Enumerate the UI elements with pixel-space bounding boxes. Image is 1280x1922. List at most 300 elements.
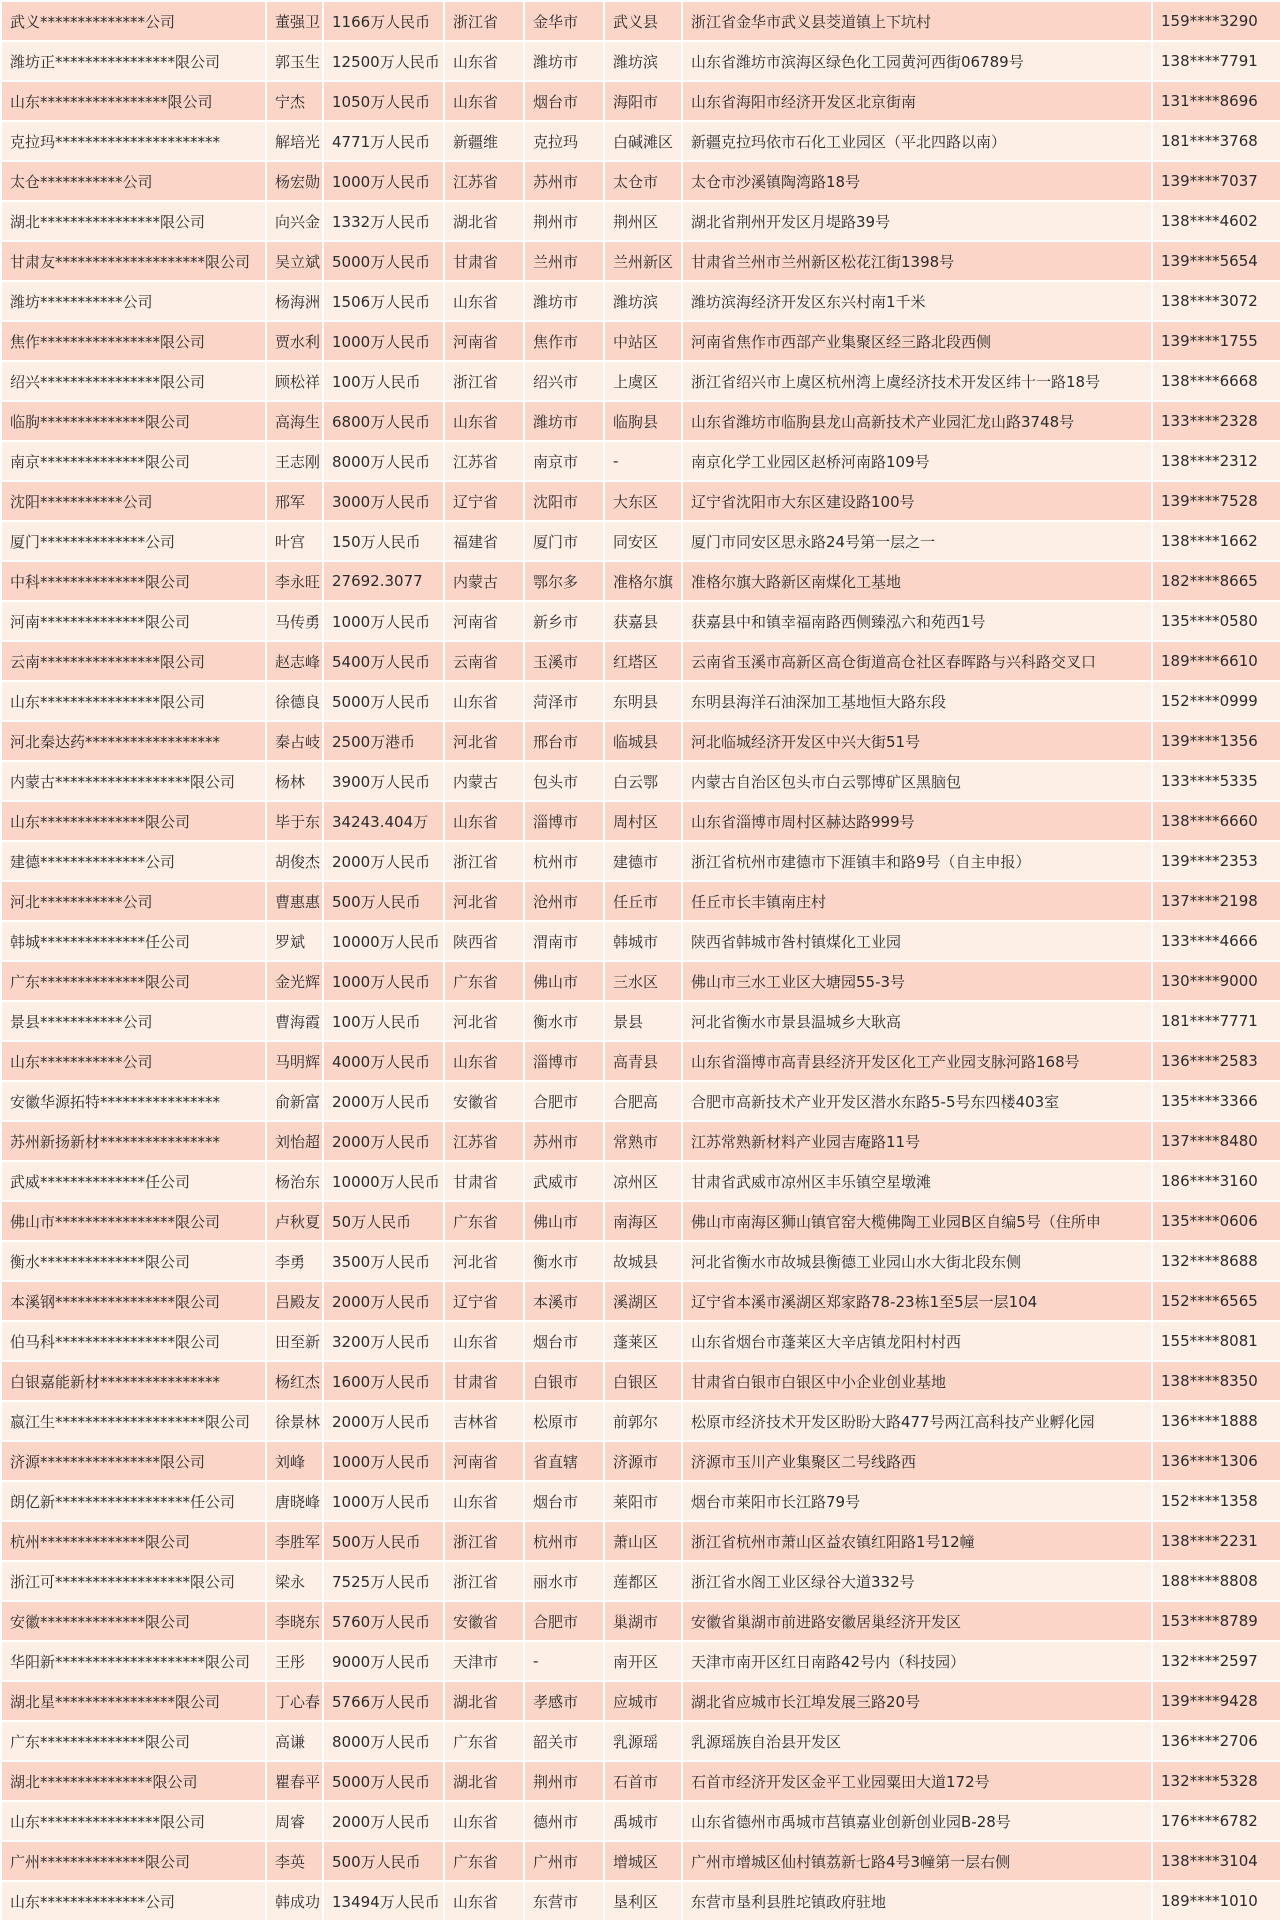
registered-capital-cell: 1000万人民币 <box>323 601 444 641</box>
company-name-cell: 朗亿新******************任公司 <box>1 1481 266 1521</box>
table-row <box>1 881 1280 921</box>
table-row <box>1 1401 1280 1441</box>
city-cell: 淄博市 <box>524 801 604 841</box>
address-cell: 获嘉县中和镇幸福南路西侧臻泓六和苑西1号 <box>682 601 1152 641</box>
phone-cell: 182****8665 <box>1152 561 1280 601</box>
city-cell: 韶关市 <box>524 1721 604 1761</box>
phone-cell: 155****8081 <box>1152 1321 1280 1361</box>
company-name-cell: 山东**************限公司 <box>1 801 266 841</box>
legal-person-cell: 杨红杰 <box>266 1361 323 1401</box>
registered-capital-cell: 500万人民币 <box>323 1521 444 1561</box>
address-cell: 辽宁省本溪市溪湖区郑家路78-23栋1至5层一层104 <box>682 1281 1152 1321</box>
table-row <box>1 1601 1280 1641</box>
phone-cell: 133****4666 <box>1152 921 1280 961</box>
company-name-cell: 华阳新********************限公司 <box>1 1641 266 1681</box>
registered-capital-cell: 500万人民币 <box>323 881 444 921</box>
phone-cell: 186****3160 <box>1152 1161 1280 1201</box>
legal-person-cell: 秦占岐 <box>266 721 323 761</box>
district-cell: 建德市 <box>604 841 682 881</box>
phone-cell: 159****3290 <box>1152 1 1280 41</box>
table-row <box>1 81 1280 121</box>
registered-capital-cell: 1000万人民币 <box>323 321 444 361</box>
province-cell: 吉林省 <box>444 1401 524 1441</box>
phone-cell: 139****7037 <box>1152 161 1280 201</box>
table-row <box>1 1881 1280 1921</box>
address-cell: 山东省潍坊市滨海区绿色化工园黄河西街06789号 <box>682 41 1152 81</box>
company-name-cell: 山东****************限公司 <box>1 681 266 721</box>
address-cell: 新疆克拉玛依市石化工业园区（平北四路以南） <box>682 121 1152 161</box>
registered-capital-cell: 2000万人民币 <box>323 1801 444 1841</box>
legal-person-cell: 瞿春平 <box>266 1761 323 1801</box>
legal-person-cell: 韩成功 <box>266 1881 323 1921</box>
table-row <box>1 721 1280 761</box>
legal-person-cell: 金光辉 <box>266 961 323 1001</box>
legal-person-cell: 周睿 <box>266 1801 323 1841</box>
district-cell: 合肥高 <box>604 1081 682 1121</box>
address-cell: 湖北省应城市长江埠发展三路20号 <box>682 1681 1152 1721</box>
table-row <box>1 1721 1280 1761</box>
district-cell: 莱阳市 <box>604 1481 682 1521</box>
company-name-cell: 广州**************限公司 <box>1 1841 266 1881</box>
address-cell: 河北省衡水市景县温城乡大耿高 <box>682 1001 1152 1041</box>
district-cell: 莲都区 <box>604 1561 682 1601</box>
legal-person-cell: 李永旺 <box>266 561 323 601</box>
table-row <box>1 521 1280 561</box>
registered-capital-cell: 1050万人民币 <box>323 81 444 121</box>
district-cell: 南海区 <box>604 1201 682 1241</box>
address-cell: 佛山市三水工业区大塘园55-3号 <box>682 961 1152 1001</box>
province-cell: 云南省 <box>444 641 524 681</box>
province-cell: 河北省 <box>444 1241 524 1281</box>
table-row <box>1 1521 1280 1561</box>
city-cell: 包头市 <box>524 761 604 801</box>
phone-cell: 152****1358 <box>1152 1481 1280 1521</box>
company-name-cell: 苏州新扬新材**************** <box>1 1121 266 1161</box>
registered-capital-cell: 500万人民币 <box>323 1841 444 1881</box>
company-name-cell: 山东*****************限公司 <box>1 81 266 121</box>
legal-person-cell: 王彤 <box>266 1641 323 1681</box>
company-name-cell: 湖北***************限公司 <box>1 1761 266 1801</box>
table-row <box>1 1321 1280 1361</box>
registered-capital-cell: 3000万人民币 <box>323 481 444 521</box>
address-cell: 南京化学工业园区赵桥河南路109号 <box>682 441 1152 481</box>
province-cell: 山东省 <box>444 1041 524 1081</box>
province-cell: 山东省 <box>444 81 524 121</box>
address-cell: 陕西省韩城市昝村镇煤化工业园 <box>682 921 1152 961</box>
company-name-cell: 浙江可******************限公司 <box>1 1561 266 1601</box>
province-cell: 浙江省 <box>444 361 524 401</box>
legal-person-cell: 解培光 <box>266 121 323 161</box>
phone-cell: 138****2231 <box>1152 1521 1280 1561</box>
district-cell: 常熟市 <box>604 1121 682 1161</box>
company-name-cell: 潍坊正****************限公司 <box>1 41 266 81</box>
district-cell: 乳源瑶 <box>604 1721 682 1761</box>
city-cell: 白银市 <box>524 1361 604 1401</box>
company-name-cell: 建德**************公司 <box>1 841 266 881</box>
province-cell: 甘肃省 <box>444 241 524 281</box>
district-cell: 获嘉县 <box>604 601 682 641</box>
district-cell: 景县 <box>604 1001 682 1041</box>
table-row <box>1 1441 1280 1481</box>
table-row <box>1 1281 1280 1321</box>
legal-person-cell: 高谦 <box>266 1721 323 1761</box>
legal-person-cell: 丁心春 <box>266 1681 323 1721</box>
company-name-cell: 山东****************限公司 <box>1 1801 266 1841</box>
city-cell: 潍坊市 <box>524 281 604 321</box>
district-cell: 白云鄂 <box>604 761 682 801</box>
city-cell: 佛山市 <box>524 961 604 1001</box>
district-cell: 巢湖市 <box>604 1601 682 1641</box>
city-cell: 合肥市 <box>524 1081 604 1121</box>
company-name-cell: 杭州**************限公司 <box>1 1521 266 1561</box>
registered-capital-cell: 9000万人民币 <box>323 1641 444 1681</box>
legal-person-cell: 曹惠惠 <box>266 881 323 921</box>
city-cell: 玉溪市 <box>524 641 604 681</box>
address-cell: 辽宁省沈阳市大东区建设路100号 <box>682 481 1152 521</box>
registered-capital-cell: 2000万人民币 <box>323 1121 444 1161</box>
company-name-cell: 河北秦达药****************** <box>1 721 266 761</box>
district-cell: - <box>604 441 682 481</box>
province-cell: 广东省 <box>444 961 524 1001</box>
company-name-cell: 韩城**************任公司 <box>1 921 266 961</box>
table-row <box>1 921 1280 961</box>
legal-person-cell: 马传勇 <box>266 601 323 641</box>
phone-cell: 138****6668 <box>1152 361 1280 401</box>
company-name-cell: 河北***********公司 <box>1 881 266 921</box>
province-cell: 浙江省 <box>444 841 524 881</box>
city-cell: 潍坊市 <box>524 401 604 441</box>
district-cell: 高青县 <box>604 1041 682 1081</box>
city-cell: 兰州市 <box>524 241 604 281</box>
province-cell: 河北省 <box>444 721 524 761</box>
address-cell: 山东省德州市禹城市莒镇嘉业创新创业园B-28号 <box>682 1801 1152 1841</box>
phone-cell: 137****2198 <box>1152 881 1280 921</box>
phone-cell: 138****3072 <box>1152 281 1280 321</box>
phone-cell: 176****6782 <box>1152 1801 1280 1841</box>
legal-person-cell: 田至新 <box>266 1321 323 1361</box>
table-row <box>1 1641 1280 1681</box>
province-cell: 山东省 <box>444 281 524 321</box>
phone-cell: 139****1356 <box>1152 721 1280 761</box>
registered-capital-cell: 27692.3077 <box>323 561 444 601</box>
city-cell: 苏州市 <box>524 161 604 201</box>
address-cell: 河北临城经济开发区中兴大街51号 <box>682 721 1152 761</box>
phone-cell: 189****6610 <box>1152 641 1280 681</box>
city-cell: 本溪市 <box>524 1281 604 1321</box>
district-cell: 准格尔旗 <box>604 561 682 601</box>
city-cell: 丽水市 <box>524 1561 604 1601</box>
phone-cell: 132****2597 <box>1152 1641 1280 1681</box>
province-cell: 山东省 <box>444 801 524 841</box>
table-row <box>1 1081 1280 1121</box>
city-cell: 新乡市 <box>524 601 604 641</box>
registered-capital-cell: 2000万人民币 <box>323 1281 444 1321</box>
phone-cell: 135****0606 <box>1152 1201 1280 1241</box>
registered-capital-cell: 1000万人民币 <box>323 161 444 201</box>
company-name-cell: 南京**************限公司 <box>1 441 266 481</box>
phone-cell: 153****8789 <box>1152 1601 1280 1641</box>
city-cell: 渭南市 <box>524 921 604 961</box>
registered-capital-cell: 2000万人民币 <box>323 841 444 881</box>
legal-person-cell: 徐德良 <box>266 681 323 721</box>
district-cell: 白碱滩区 <box>604 121 682 161</box>
registered-capital-cell: 8000万人民币 <box>323 1721 444 1761</box>
table-row <box>1 1001 1280 1041</box>
city-cell: 绍兴市 <box>524 361 604 401</box>
registered-capital-cell: 5766万人民币 <box>323 1681 444 1721</box>
registered-capital-cell: 7525万人民币 <box>323 1561 444 1601</box>
phone-cell: 133****2328 <box>1152 401 1280 441</box>
legal-person-cell: 刘怡超 <box>266 1121 323 1161</box>
legal-person-cell: 董强卫 <box>266 1 323 41</box>
registered-capital-cell: 5000万人民币 <box>323 1761 444 1801</box>
table-row <box>1 201 1280 241</box>
table-row <box>1 1161 1280 1201</box>
city-cell: 沈阳市 <box>524 481 604 521</box>
legal-person-cell: 顾松祥 <box>266 361 323 401</box>
address-cell: 东营市垦利县胜坨镇政府驻地 <box>682 1881 1152 1921</box>
city-cell: 德州市 <box>524 1801 604 1841</box>
company-name-cell: 安徽**************限公司 <box>1 1601 266 1641</box>
registered-capital-cell: 1000万人民币 <box>323 961 444 1001</box>
address-cell: 甘肃省兰州市兰州新区松花江街1398号 <box>682 241 1152 281</box>
phone-cell: 136****1306 <box>1152 1441 1280 1481</box>
city-cell: 烟台市 <box>524 1481 604 1521</box>
registered-capital-cell: 150万人民币 <box>323 521 444 561</box>
registered-capital-cell: 2000万人民币 <box>323 1081 444 1121</box>
address-cell: 山东省烟台市蓬莱区大辛店镇龙阳村村西 <box>682 1321 1152 1361</box>
phone-cell: 139****7528 <box>1152 481 1280 521</box>
table-row <box>1 441 1280 481</box>
registered-capital-cell: 6800万人民币 <box>323 401 444 441</box>
city-cell: 沧州市 <box>524 881 604 921</box>
address-cell: 任丘市长丰镇南庄村 <box>682 881 1152 921</box>
company-name-cell: 云南****************限公司 <box>1 641 266 681</box>
table-row <box>1 1761 1280 1801</box>
legal-person-cell: 马明辉 <box>266 1041 323 1081</box>
legal-person-cell: 徐景林 <box>266 1401 323 1441</box>
registered-capital-cell: 3500万人民币 <box>323 1241 444 1281</box>
district-cell: 中站区 <box>604 321 682 361</box>
city-cell: 克拉玛 <box>524 121 604 161</box>
city-cell: 杭州市 <box>524 841 604 881</box>
table-row <box>1 1121 1280 1161</box>
company-name-cell: 太仓***********公司 <box>1 161 266 201</box>
district-cell: 周村区 <box>604 801 682 841</box>
phone-cell: 138****6660 <box>1152 801 1280 841</box>
province-cell: 广东省 <box>444 1841 524 1881</box>
legal-person-cell: 王志刚 <box>266 441 323 481</box>
address-cell: 松原市经济技术开发区盼盼大路477号两江高科技产业孵化园 <box>682 1401 1152 1441</box>
table-row <box>1 1841 1280 1881</box>
table-row <box>1 481 1280 521</box>
registered-capital-cell: 1332万人民币 <box>323 201 444 241</box>
district-cell: 石首市 <box>604 1761 682 1801</box>
registered-capital-cell: 4000万人民币 <box>323 1041 444 1081</box>
city-cell: 焦作市 <box>524 321 604 361</box>
table-row <box>1 161 1280 201</box>
address-cell: 浙江省杭州市萧山区益农镇红阳路1号12幢 <box>682 1521 1152 1561</box>
district-cell: 应城市 <box>604 1681 682 1721</box>
company-name-cell: 绍兴****************限公司 <box>1 361 266 401</box>
company-name-cell: 临朐**************限公司 <box>1 401 266 441</box>
province-cell: 山东省 <box>444 1881 524 1921</box>
phone-cell: 133****5335 <box>1152 761 1280 801</box>
company-name-cell: 山东**************公司 <box>1 1881 266 1921</box>
city-cell: 菏泽市 <box>524 681 604 721</box>
address-cell: 潍坊滨海经济开发区东兴村南1千米 <box>682 281 1152 321</box>
registered-capital-cell: 50万人民币 <box>323 1201 444 1241</box>
city-cell: 苏州市 <box>524 1121 604 1161</box>
legal-person-cell: 叶宫 <box>266 521 323 561</box>
legal-person-cell: 卢秋夏 <box>266 1201 323 1241</box>
address-cell: 浙江省绍兴市上虞区杭州湾上虞经济技术开发区纬十一路18号 <box>682 361 1152 401</box>
table-row <box>1 401 1280 441</box>
company-name-cell: 克拉玛********************** <box>1 121 266 161</box>
address-cell: 石首市经济开发区金平工业园粟田大道172号 <box>682 1761 1152 1801</box>
table-row <box>1 1801 1280 1841</box>
table-row <box>1 321 1280 361</box>
district-cell: 凉州区 <box>604 1161 682 1201</box>
province-cell: 山东省 <box>444 681 524 721</box>
registered-capital-cell: 5760万人民币 <box>323 1601 444 1641</box>
province-cell: 湖北省 <box>444 201 524 241</box>
province-cell: 江苏省 <box>444 161 524 201</box>
district-cell: 兰州新区 <box>604 241 682 281</box>
table-row <box>1 1041 1280 1081</box>
district-cell: 上虞区 <box>604 361 682 401</box>
registered-capital-cell: 10000万人民币 <box>323 1161 444 1201</box>
table-row <box>1 241 1280 281</box>
legal-person-cell: 唐晓峰 <box>266 1481 323 1521</box>
table-row <box>1 641 1280 681</box>
table-row <box>1 841 1280 881</box>
city-cell: 省直辖 <box>524 1441 604 1481</box>
province-cell: 新疆维 <box>444 121 524 161</box>
legal-person-cell: 俞新富 <box>266 1081 323 1121</box>
phone-cell: 139****1755 <box>1152 321 1280 361</box>
registered-capital-cell: 2500万港币 <box>323 721 444 761</box>
registered-capital-cell: 1000万人民币 <box>323 1441 444 1481</box>
table-row <box>1 961 1280 1001</box>
legal-person-cell: 胡俊杰 <box>266 841 323 881</box>
phone-cell: 135****3366 <box>1152 1081 1280 1121</box>
district-cell: 蓬莱区 <box>604 1321 682 1361</box>
province-cell: 江苏省 <box>444 1121 524 1161</box>
province-cell: 辽宁省 <box>444 1281 524 1321</box>
province-cell: 湖北省 <box>444 1681 524 1721</box>
address-cell: 东明县海洋石油深加工基地恒大路东段 <box>682 681 1152 721</box>
phone-cell: 139****9428 <box>1152 1681 1280 1721</box>
city-cell: 邢台市 <box>524 721 604 761</box>
registered-capital-cell: 13494万人民币 <box>323 1881 444 1921</box>
legal-person-cell: 梁永 <box>266 1561 323 1601</box>
legal-person-cell: 李胜军 <box>266 1521 323 1561</box>
district-cell: 济源市 <box>604 1441 682 1481</box>
address-cell: 浙江省杭州市建德市下涯镇丰和路9号（自主申报） <box>682 841 1152 881</box>
table-row <box>1 1241 1280 1281</box>
legal-person-cell: 吴立斌 <box>266 241 323 281</box>
company-name-cell: 嬴江生********************限公司 <box>1 1401 266 1441</box>
province-cell: 天津市 <box>444 1641 524 1681</box>
address-cell: 河南省焦作市西部产业集聚区经三路北段西侧 <box>682 321 1152 361</box>
phone-cell: 138****4602 <box>1152 201 1280 241</box>
company-name-cell: 焦作****************限公司 <box>1 321 266 361</box>
province-cell: 内蒙古 <box>444 561 524 601</box>
province-cell: 浙江省 <box>444 1 524 41</box>
city-cell: 金华市 <box>524 1 604 41</box>
company-name-cell: 内蒙古******************限公司 <box>1 761 266 801</box>
legal-person-cell: 高海生 <box>266 401 323 441</box>
registered-capital-cell: 1600万人民币 <box>323 1361 444 1401</box>
district-cell: 太仓市 <box>604 161 682 201</box>
table-row <box>1 41 1280 81</box>
company-name-cell: 中科**************限公司 <box>1 561 266 601</box>
province-cell: 河北省 <box>444 1001 524 1041</box>
district-cell: 增城区 <box>604 1841 682 1881</box>
table-row <box>1 1201 1280 1241</box>
city-cell: - <box>524 1641 604 1681</box>
district-cell: 南开区 <box>604 1641 682 1681</box>
city-cell: 广州市 <box>524 1841 604 1881</box>
registered-capital-cell: 1166万人民币 <box>323 1 444 41</box>
phone-cell: 188****8808 <box>1152 1561 1280 1601</box>
city-cell: 烟台市 <box>524 1321 604 1361</box>
address-cell: 山东省淄博市高青县经济开发区化工产业园支脉河路168号 <box>682 1041 1152 1081</box>
province-cell: 山东省 <box>444 1481 524 1521</box>
company-name-cell: 湖北星****************限公司 <box>1 1681 266 1721</box>
address-cell: 江苏常熟新材料产业园吉庵路11号 <box>682 1121 1152 1161</box>
phone-cell: 136****2583 <box>1152 1041 1280 1081</box>
district-cell: 潍坊滨 <box>604 41 682 81</box>
phone-cell: 131****8696 <box>1152 81 1280 121</box>
address-cell: 厦门市同安区思永路24号第一层之一 <box>682 521 1152 561</box>
address-cell: 湖北省荆州开发区月堤路39号 <box>682 201 1152 241</box>
district-cell: 武义县 <box>604 1 682 41</box>
city-cell: 荆州市 <box>524 201 604 241</box>
legal-person-cell: 毕于东 <box>266 801 323 841</box>
registered-capital-cell: 12500万人民币 <box>323 41 444 81</box>
company-name-cell: 安徽华源拓特**************** <box>1 1081 266 1121</box>
phone-cell: 135****0580 <box>1152 601 1280 641</box>
province-cell: 甘肃省 <box>444 1361 524 1401</box>
address-cell: 山东省海阳市经济开发区北京街南 <box>682 81 1152 121</box>
phone-cell: 138****1662 <box>1152 521 1280 561</box>
table-body <box>1 1 1280 1921</box>
city-cell: 孝感市 <box>524 1681 604 1721</box>
table-row <box>1 1 1280 41</box>
city-cell: 荆州市 <box>524 1761 604 1801</box>
table-row <box>1 601 1280 641</box>
address-cell: 广州市增城区仙村镇荔新七路4号3幢第一层右侧 <box>682 1841 1152 1881</box>
district-cell: 韩城市 <box>604 921 682 961</box>
table-row <box>1 1481 1280 1521</box>
district-cell: 禹城市 <box>604 1801 682 1841</box>
company-name-cell: 河南**************限公司 <box>1 601 266 641</box>
province-cell: 甘肃省 <box>444 1161 524 1201</box>
address-cell: 浙江省水阁工业区绿谷大道332号 <box>682 1561 1152 1601</box>
address-cell: 山东省淄博市周村区赫达路999号 <box>682 801 1152 841</box>
company-name-cell: 湖北****************限公司 <box>1 201 266 241</box>
registered-capital-cell: 4771万人民币 <box>323 121 444 161</box>
table-row <box>1 1561 1280 1601</box>
address-cell: 合肥市高新技术产业开发区潜水东路5-5号东四楼403室 <box>682 1081 1152 1121</box>
registered-capital-cell: 34243.404万 <box>323 801 444 841</box>
province-cell: 河南省 <box>444 1441 524 1481</box>
district-cell: 东明县 <box>604 681 682 721</box>
table-row <box>1 761 1280 801</box>
legal-person-cell: 李勇 <box>266 1241 323 1281</box>
